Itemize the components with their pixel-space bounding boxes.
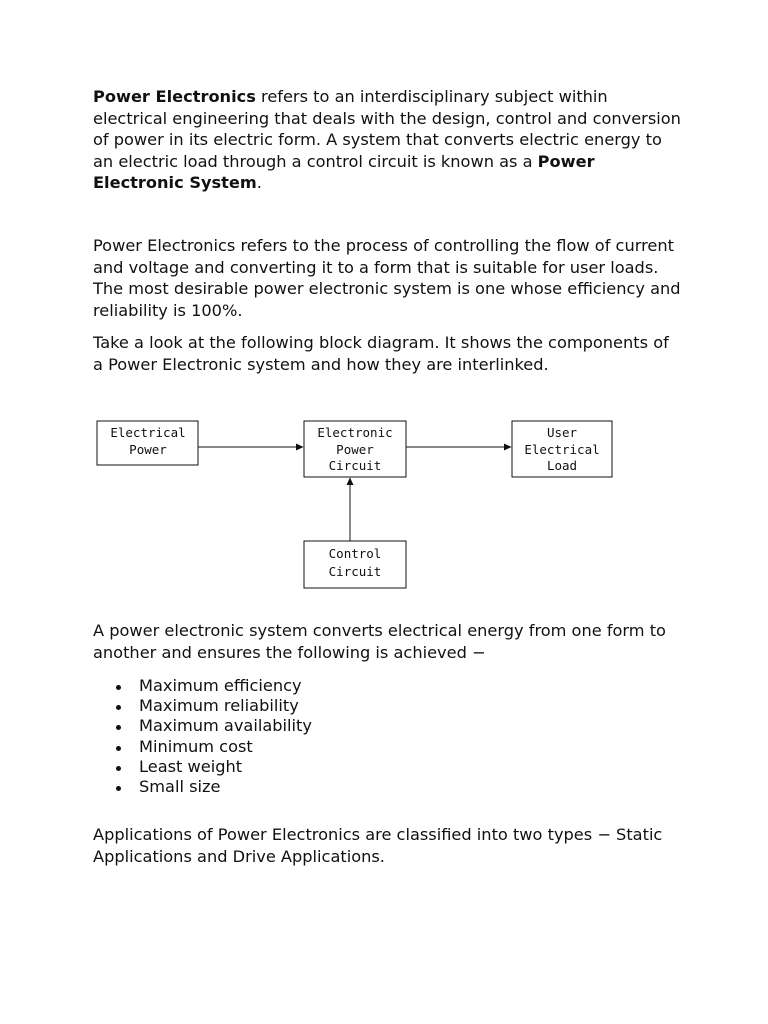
user-electrical-load-block (512, 421, 612, 477)
control-circuit-line-2: Circuit (328, 564, 382, 579)
electrical-power-block (97, 421, 198, 465)
electronic-power-circuit-line-3: Circuit (328, 458, 382, 473)
goal-item: Maximum reliability (93, 696, 493, 716)
definition-paragraph: Power Electronics refers to the process of controlling the flow of current and voltage and converting it to a form that is suitable for user loads. The most desirable power electronic system is one whose efficiency and reliability is 100%. (93, 236, 681, 320)
control-circuit-line-1: Control (328, 546, 382, 561)
intro-text-b: . (256, 173, 262, 192)
applications-paragraph: Applications of Power Electronics are classified into two types − Static Applications and Drive Applications. (93, 825, 663, 866)
goals-list (93, 676, 493, 797)
block-diagram (93, 419, 618, 591)
goal-item: Minimum cost (93, 737, 493, 757)
electronic-power-circuit-block (304, 421, 406, 477)
electrical-power-line-2: Power (129, 442, 167, 457)
electronic-power-circuit-line-1: Electronic (317, 425, 393, 440)
power-electronics-term: Power Electronics (93, 87, 256, 106)
electrical-power-line-1: Electrical (110, 425, 186, 440)
control-circuit-block (304, 541, 406, 588)
user-electrical-load-line-3: Load (546, 458, 578, 473)
electronic-power-circuit-line-2: Power (336, 442, 374, 457)
user-electrical-load-line-2: Electrical (524, 442, 600, 457)
power-electronic-system-term: Power Electronic System (93, 151, 595, 192)
goal-item: Maximum efficiency (93, 676, 493, 696)
goal-item: Least weight (93, 757, 493, 777)
goal-item: Small size (93, 777, 493, 797)
intro-paragraph (93, 86, 683, 194)
intro-text-a: refers to an interdisciplinary subject within electrical engineering that deals with the design, control and conversion of power in its electric form. A system that converts electric energy to an electric load through a control circuit is known as a (93, 87, 681, 171)
goal-item: Maximum availability (93, 716, 493, 736)
user-electrical-load-line-1: User (546, 425, 578, 440)
goals-intro-paragraph: A power electronic system converts electrical energy from one form to another and ensures the following is achieved − (93, 621, 666, 662)
diagram-intro-paragraph: Take a look at the following block diagram. It shows the components of a Power Electronic system and how they are interlinked. (93, 333, 669, 374)
